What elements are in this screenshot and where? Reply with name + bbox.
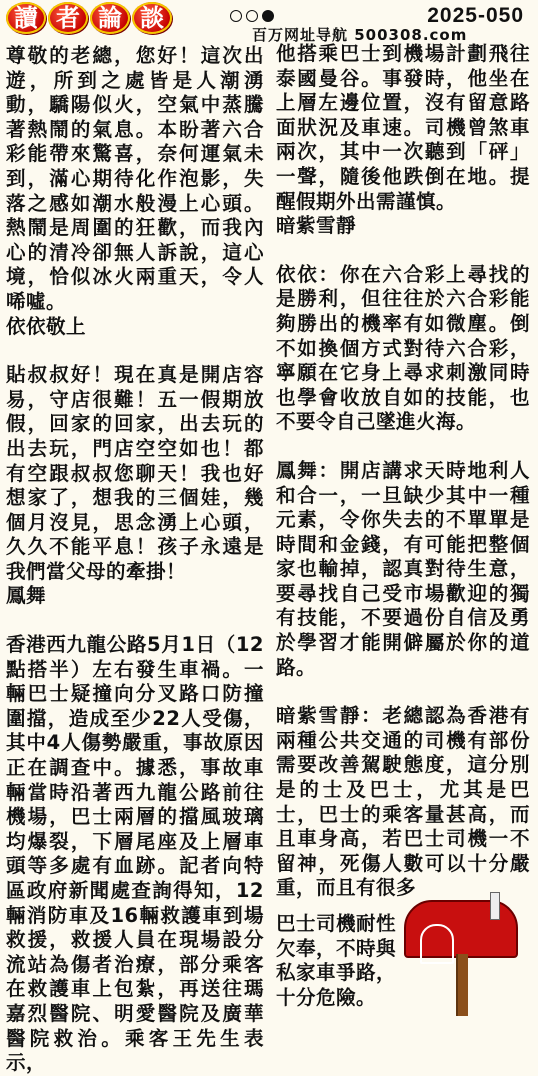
column-title [6,2,172,34]
reply-tail-line: 私家車爭路， [276,961,397,985]
left-column [6,44,264,1076]
letter-signature: 依依敬上 [6,314,87,338]
header [0,0,538,44]
title-char: 論 [90,2,130,34]
right-column [276,42,530,901]
reply-tail-line: 巴士司機耐性 [276,912,397,935]
reply-paragraph: 暗紫雪靜：老總認為香港有兩種公共交通的司機有部份需要改善駕駛態度，這分別是的士及巴士，尤其是巴士，巴士的乘客量甚高，而且車身高，若巴士司機一不留神，死傷人數可以十分嚴重，而且有很多 [276,704,530,900]
site-nav-watermark: 百万网址导航 500308.com [252,26,468,44]
decorative-dots [230,10,274,22]
letter-signature: 暗紫雪靜 [276,214,357,238]
mailbox-icon [398,888,530,1016]
letter-paragraph: 他搭乘巴士到機場計劃飛往泰國曼谷。事發時，他坐在上層左邊位置，沒有留意路面狀況及車速。司機曾煞車兩次，其中一次聽到「砰」一聲，隨後他跌倒在地。提醒假期外出需謹慎。 [276,42,530,213]
title-char: 讀 [6,2,46,34]
reply-tail [276,912,400,1010]
title-char: 談 [132,2,172,34]
letter-paragraph: 香港西九龍公路5月1日（12點搭半）左右發生車禍。一輛巴士疑撞向分叉路口防撞圍擋，造成至少22人受傷，其中4人傷勢嚴重，事故原因正在調查中。據悉，事故車輛當時沿著西九龍公路前往機場，巴士兩層的擋風玻璃均爆裂，下層尾座及上層車頭等多處有血跡。記者向特區政府新聞處查詢得知，12輛消防車及16輛救護車到場救援，救援人員在現場設分流站為傷者治療，部分乘客在救護車上包紮，再送往瑪嘉烈醫院、明愛醫院及廣華醫院救治。乘客王先生表示， [6,633,264,1075]
letter-paragraph: 尊敬的老總，您好！這次出遊，所到之處皆是人潮湧動，驕陽似火，空氣中蒸騰著熱鬧的氣息。本盼著六合彩能帶來驚喜，奈何運氣未到，滿心期待化作泡影，失落之感如潮水般漫上心頭。熱鬧是周圍的狂歡，而我內心的清冷卻無人訴說，這心境，恰似冰火兩重天，令人唏噓。 [6,44,264,313]
circle-filled-icon [262,10,274,22]
title-char: 者 [48,2,88,34]
reply-tail-line: 十分危險。 [276,985,377,1009]
circle-outline-icon [246,10,258,22]
letter-paragraph: 貼叔叔好！現在真是開店容易，守店很難！五一假期放假，回家的回家，出去玩的出去玩，門店空空如也！都有空跟叔叔您聊天！我也好想家了，想我的三個娃，幾個月沒見，思念湧上心頭，久久不能平息！孩子永遠是我們當父母的牽掛！ [6,363,264,583]
reply-paragraph: 依依：你在六合彩上尋找的是勝利，但往往於六合彩能夠勝出的機率有如微塵。倒不如換個方式對待六合彩，寧願在它身上尋求刺激同時也學會收放自如的技能，也不要令自己墜進火海。 [276,262,530,434]
reply-paragraph: 鳳舞：開店講求天時地利人和合一，一旦缺少其中一種元素，令你失去的不單單是時間和金錢，有可能把整個家也輸掉，認真對待生意，要尋找自己受市場歡迎的獨有技能，不要過份自信及勇於學習才能開僻屬於你的道路。 [276,458,530,679]
issue-number: 2025-050 [427,4,524,27]
circle-outline-icon [230,10,242,22]
reply-tail-line: 欠奉，不時與 [276,936,397,960]
letter-signature: 鳳舞 [6,584,47,608]
